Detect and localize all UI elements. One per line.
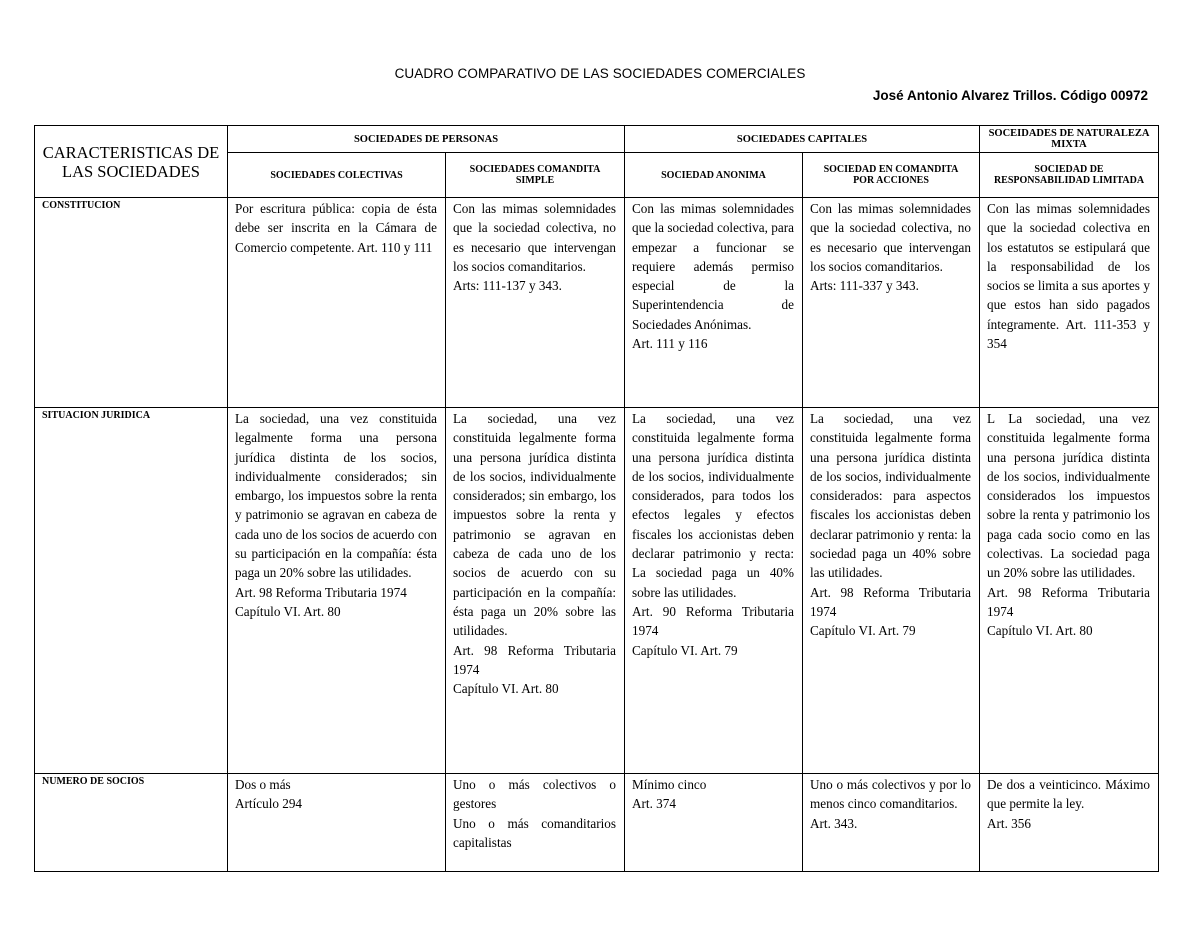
cell-text: Art. 90 Reforma Tributaria 1974 [632, 603, 794, 639]
table-cell [625, 774, 803, 872]
table-cell [803, 198, 980, 408]
cell-text: Dos o más [235, 777, 291, 792]
table-cell [625, 408, 803, 774]
cell-text: Uno o más comanditarios capitalistas [453, 815, 616, 850]
cell-text: Con las mimas solemnidades que la sociedad colectiva, no es necesario que intervengan los socios comanditarios. [810, 201, 971, 274]
group-header-personas: SOCIEDADES DE PERSONAS [228, 126, 625, 153]
cell-text: Uno o más colectivos o gestores [453, 777, 616, 812]
cell-text: La sociedad, una vez constituida legalmente forma una persona jurídica distinta de los socios, individualmente considerados, para todos los efectos legales y efectos fiscales los accionistas deben declarar patrimonio y recta: La sociedad paga un 40% sobre las utilidades. [632, 411, 794, 600]
cell-text: Mínimo cinco [632, 777, 707, 792]
cell-text: La sociedad, una vez constituida legalmente forma una persona jurídica distinta de los socios, individualmente considerados: para aspectos fiscales los accionistas deben declarar patrimonio y renta: la sociedad paga un 40% sobre las utilidades. [810, 411, 971, 581]
cell-text: Con las mimas solemnidades que la sociedad colectiva, para empezar a funcionar se requiere además permiso especial de la Superintendencia de Sociedades Anónimas. [632, 201, 794, 332]
column-header-limitada: SOCIEDAD DE RESPONSABILIDAD LIMITADA [980, 153, 1159, 198]
cell-text: Art. 343. [810, 815, 858, 831]
table-cell [446, 774, 625, 872]
cell-text: Art. 98 Reforma Tributaria 1974 [987, 584, 1150, 619]
table-cell [228, 408, 446, 774]
table-row-constitucion [35, 198, 1159, 408]
table-cell [980, 408, 1159, 774]
row-header-numero-socios: NUMERO DE SOCIOS [35, 774, 228, 872]
column-header-anonima: SOCIEDAD ANONIMA [625, 153, 803, 198]
column-header-colectivas: SOCIEDADES COLECTIVAS [228, 153, 446, 198]
column-header-comandita-simple: SOCIEDADES COMANDITA SIMPLE [446, 153, 625, 198]
cell-text: Por escritura pública: copia de ésta debe ser inscrita en la Cámara de Comercio competente. Art. 110 y 111 [235, 201, 437, 255]
table-cell [446, 198, 625, 408]
comparison-table [34, 125, 1159, 872]
table-cell [228, 774, 446, 872]
cell-text: Capítulo VI. Art. 79 [810, 623, 916, 639]
cell-text: Art. 98 Reforma Tributaria 1974 [235, 584, 407, 600]
document-author: José Antonio Alvarez Trillos. Código 00972 [872, 88, 1148, 103]
table-cell [980, 774, 1159, 872]
cell-text: De dos a veinticinco. Máximo que permite la ley. [987, 777, 1150, 812]
table-cell [446, 408, 625, 774]
table-row-numero-socios [35, 774, 1159, 872]
table-cell [625, 198, 803, 408]
cell-text: Uno o más colectivos y por lo menos cinco comanditarios. [810, 777, 971, 812]
cell-text: Con las mimas solemnidades que la sociedad colectiva en los estatutos se estipulará que la responsabilidad de los socios se limita a sus aportes y que estos han sido pagados íntegramente. Art. 111-353 y 354 [987, 201, 1150, 352]
cell-text: Art. 98 Reforma Tributaria 1974 [453, 642, 616, 677]
table-cell [803, 408, 980, 774]
group-header-capitales: SOCIEDADES CAPITALES [625, 126, 980, 153]
row-header-situacion-juridica: SITUACION JURIDICA [35, 408, 228, 774]
cell-text: Con las mimas solemnidades que la sociedad colectiva, no es necesario que intervengan los socios comanditarios. [453, 201, 616, 274]
cell-text: Art. 356 [987, 815, 1031, 831]
column-header-comandita-acciones: SOCIEDAD EN COMANDITA POR ACCIONES [803, 153, 980, 198]
document-title: CUADRO COMPARATIVO DE LAS SOCIEDADES COMERCIALES [394, 66, 806, 81]
cell-text: Artículo 294 [235, 796, 303, 812]
cell-text: L La sociedad, una vez constituida legalmente forma una persona jurídica distinta de los socios, individualmente considerados los impuestos sobre la renta y patrimonio los paga cada socio como en las colectivas. La sociedad paga un 20% sobre las utilidades. [987, 411, 1150, 581]
cell-text: Capítulo VI. Art. 79 [632, 642, 738, 658]
corner-header: CARACTERISTICAS DE LAS SOCIEDADES [35, 126, 228, 198]
cell-text: Capítulo VI. Art. 80 [987, 623, 1093, 639]
cell-text: Capítulo VI. Art. 80 [453, 681, 559, 697]
row-header-constitucion: CONSTITUCION [35, 198, 228, 408]
table-cell [803, 774, 980, 872]
cell-text: Arts: 111-337 y 343. [810, 278, 919, 294]
cell-text: La sociedad, una vez constituida legalmente forma una persona jurídica distinta de los socios, individualmente considerados; sin embargo, los impuestos sobre la renta y patrimonio se agravan en cabeza de cada uno de los socios de acuerdo con su participación en la compañía: ésta paga un 20% sobre las utilidades. [453, 411, 616, 639]
group-header-mixta: SOCEIDADES DE NATURALEZA MIXTA [980, 126, 1159, 153]
cell-text: Art. 374 [632, 796, 676, 812]
table-cell [228, 198, 446, 408]
cell-text: Capítulo VI. Art. 80 [235, 603, 341, 619]
cell-text: Art. 98 Reforma Tributaria 1974 [810, 584, 971, 619]
cell-text: Art. 111 y 116 [632, 336, 708, 352]
table-row-situacion-juridica [35, 408, 1159, 774]
cell-text: Arts: 111-137 y 343. [453, 278, 562, 294]
cell-text: La sociedad, una vez constituida legalmente forma una persona jurídica distinta de los socios, individualmente considerados; sin embargo, los impuestos sobre la renta y patrimonio se agravan en cabeza de cada uno de los socios de acuerdo con su participación en la compañía: ésta paga un 20% sobre las utilidades. [235, 411, 437, 581]
table-cell [980, 198, 1159, 408]
